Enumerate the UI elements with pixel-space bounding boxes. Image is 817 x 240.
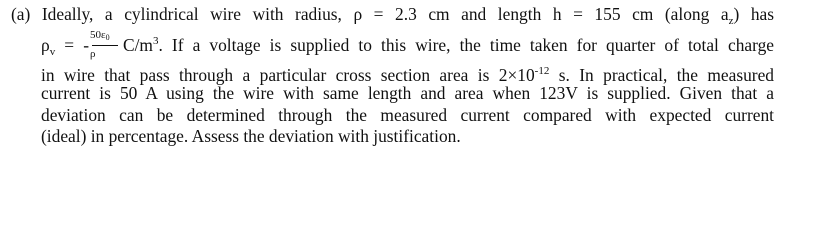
line-1-text: Ideally, a cylindrical wire with radius, ρ = 2.3 cm and length h = 155 cm (along a xyxy=(41,4,729,24)
unit-exponent: 3 xyxy=(152,35,159,47)
line-3-text-end: s. In practical, the measured xyxy=(549,65,774,85)
question-line-1 xyxy=(11,3,774,25)
charge-density-symbol: ρ xyxy=(41,35,50,55)
fraction-numerator: $50\varepsilon_0$ xyxy=(90,29,110,42)
question-line-5: deviation can be determined through the measured current compared with expected current xyxy=(41,105,774,125)
line-2-text: . If a voltage is supplied to this wire, the time taken for quarter of total charge xyxy=(158,35,774,55)
time-exponent: -12 xyxy=(534,65,550,77)
charge-density-subscript: v xyxy=(49,46,56,58)
part-label: (a) xyxy=(11,4,31,24)
unit: C/m xyxy=(123,35,153,55)
line-1-text-end: ) has xyxy=(733,4,774,24)
question-line-4: current is 50 A using the wire with same length and area when 123V is supplied. Given that a xyxy=(41,83,774,103)
question-line-6: (ideal) in percentage. Assess the deviation with justification. xyxy=(41,126,461,146)
line-3-text: in wire that pass through a particular cross section area is 2×10 xyxy=(41,65,535,85)
fraction-denominator: ρ xyxy=(90,48,96,60)
fraction-bar xyxy=(92,45,118,46)
equals-sign: = - xyxy=(64,35,89,55)
question-line-3 xyxy=(41,60,774,85)
question-line-2 xyxy=(41,29,774,60)
direction-subscript: z xyxy=(728,15,734,27)
